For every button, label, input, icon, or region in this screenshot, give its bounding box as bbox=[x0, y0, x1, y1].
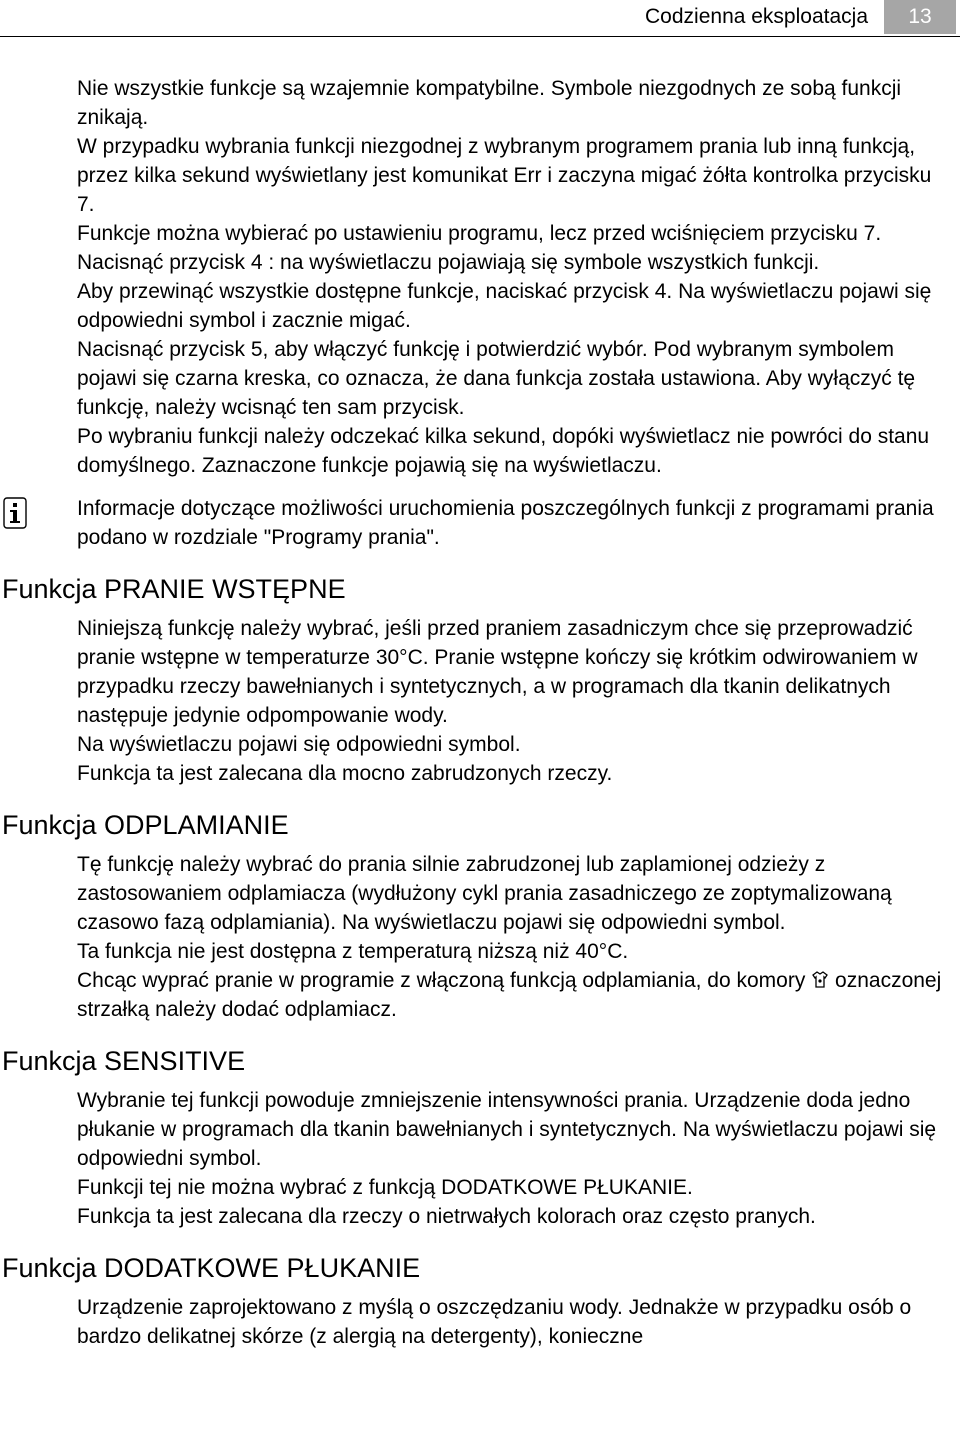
section-prewash bbox=[0, 614, 960, 788]
section-title-sensitive: Funkcja SENSITIVE bbox=[2, 1046, 246, 1076]
paragraph: W przypadku wybrania funkcji niezgodnej z wybranym programem prania lub inną funkcją, przez kilka sekund wyświetlany jest komunikat Err i zaczyna migać żółta kontrolka przycisku 7. bbox=[77, 135, 932, 216]
paragraph-part: Chcąc wyprać pranie w programie z włączoną funkcją odplamiania, do komory bbox=[77, 969, 806, 992]
paragraph: Ta funkcja nie jest dostępna z temperaturą niższą niż 40°C. bbox=[77, 940, 629, 963]
info-note bbox=[0, 494, 960, 552]
section-title-stain: Funkcja ODPLAMIANIE bbox=[2, 810, 289, 840]
paragraph: Na wyświetlaczu pojawi się odpowiedni symbol. bbox=[77, 733, 521, 756]
paragraph: Nie wszystkie funkcje są wzajemnie kompatybilne. Symbole niezgodnych ze sobą funkcji znikają. bbox=[77, 77, 902, 129]
page-number: 13 bbox=[884, 0, 956, 34]
section-title-prewash: Funkcja PRANIE WSTĘPNE bbox=[2, 574, 346, 604]
intro-block bbox=[0, 74, 960, 480]
paragraph-part: oznaczonej strzałką należy dodać odplamiacz. bbox=[77, 969, 942, 1021]
section-extra-rinse bbox=[0, 1293, 960, 1351]
paragraph: Niniejszą funkcję należy wybrać, jeśli przed praniem zasadniczym chce się przeprowadzić pranie wstępne w temperaturze 30°C. Pranie wstępne kończy się krótkim odwirowaniem w przypadku rzeczy bawełnianych i syntetycznych, a w programach dla tkanin delikatnych następuje jedynie odpompowanie wody. bbox=[77, 617, 918, 727]
paragraph: Nacisnąć przycisk 5, aby włączyć funkcję i potwierdzić wybór. Pod wybranym symbolem pojawi się czarna kreska, co oznacza, że dana funkcja została ustawiona. Aby wyłączyć tę funkcję, należy wcisnąć ten sam przycisk. bbox=[77, 338, 916, 419]
paragraph: Funkcja ta jest zalecana dla mocno zabrudzonych rzeczy. bbox=[77, 762, 613, 785]
section-stain bbox=[0, 850, 960, 1024]
paragraph bbox=[77, 966, 952, 1024]
section-sensitive bbox=[0, 1086, 960, 1231]
paragraph: Wybranie tej funkcji powoduje zmniejszenie intensywności prania. Urządzenie doda jedno płukanie w programach dla tkanin bawełnianych i syntetycznych. Na wyświetlaczu pojawi się odpowiedni symbol. bbox=[77, 1089, 937, 1170]
header-rule bbox=[0, 36, 960, 37]
info-icon bbox=[3, 497, 27, 529]
paragraph: Po wybraniu funkcji należy odczekać kilka sekund, dopóki wyświetlacz nie powróci do stanu domyślnego. Zaznaczone funkcje pojawią się na wyświetlaczu. bbox=[77, 425, 930, 477]
section-title-extra-rinse: Funkcja DODATKOWE PŁUKANIE bbox=[2, 1253, 421, 1283]
paragraph: Funkcji tej nie można wybrać z funkcją DODATKOWE PŁUKANIE. bbox=[77, 1176, 693, 1199]
paragraph: Funkcja ta jest zalecana dla rzeczy o nietrwałych kolorach oraz często pranych. bbox=[77, 1205, 816, 1228]
page-content bbox=[0, 74, 960, 1351]
paragraph: Tę funkcję należy wybrać do prania silnie zabrudzonej lub zaplamionej odzieży z zastosowaniem odplamiacza (wydłużony cykl prania zasadniczego ze zoptymalizowaną czasowo fazą odplamiania). Na wyświetlaczu pojawi się odpowiedni symbol. bbox=[77, 853, 892, 934]
paragraph: Aby przewinąć wszystkie dostępne funkcje, naciskać przycisk 4. Na wyświetlaczu pojawi się odpowiedni symbol i zacznie migać. bbox=[77, 280, 932, 332]
paragraph: Funkcje można wybierać po ustawieniu programu, lecz przed wciśnięciem przycisku 7. Nacisnąć przycisk 4 : na wyświetlaczu pojawiają się symbole wszystkich funkcji. bbox=[77, 222, 882, 274]
info-note-text: Informacje dotyczące możliwości uruchomienia poszczególnych funkcji z programami prania podano w rozdziale "Programy prania". bbox=[77, 497, 934, 549]
page-header bbox=[0, 0, 960, 36]
header-title: Codzienna eksploatacja bbox=[645, 5, 868, 28]
stain-compartment-icon bbox=[811, 971, 829, 989]
paragraph: Urządzenie zaprojektowano z myślą o oszczędzaniu wody. Jednakże w przypadku osób o bardzo delikatnej skórze (z alergią na detergenty), konieczne bbox=[77, 1296, 912, 1348]
